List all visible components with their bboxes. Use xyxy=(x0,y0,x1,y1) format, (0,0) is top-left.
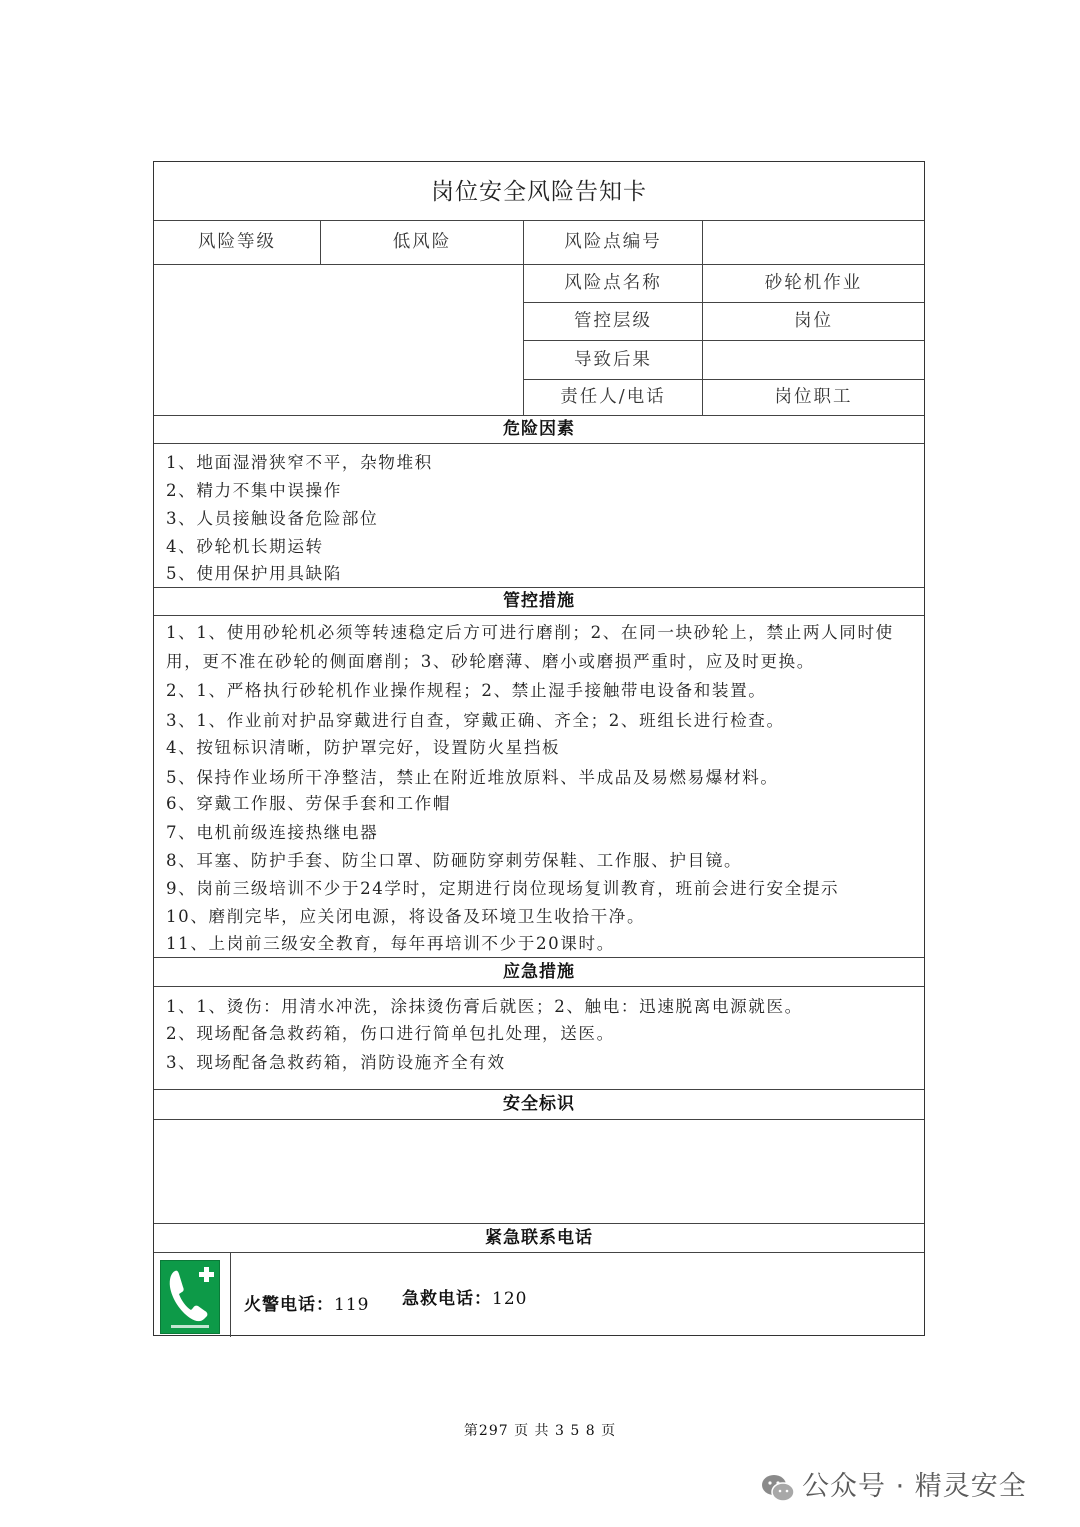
risk-notice-card xyxy=(153,161,925,1336)
control-item: 2、1、严格执行砂轮机作业操作规程；2、禁止湿手接触带电设备和装置。 xyxy=(166,681,767,700)
control-item: 8、耳塞、防护手套、防尘口罩、防砸防穿刺劳保鞋、工作服、护目镜。 xyxy=(166,851,743,870)
control-item: 10、磨削完毕，应关闭电源，将设备及环境卫生收拾干净。 xyxy=(166,907,646,926)
control-item: 6、穿戴工作服、劳保手套和工作帽 xyxy=(166,794,452,813)
divider xyxy=(154,986,924,987)
control-item: 3、1、作业前对护品穿戴进行自查，穿戴正确、齐全；2、班组长进行检查。 xyxy=(166,711,785,730)
control-item: 4、按钮标识清晰，防护罩完好，设置防火星挡板 xyxy=(166,738,561,757)
risk-point-number-label: 风险点编号 xyxy=(564,232,662,252)
risk-level-label: 风险等级 xyxy=(198,232,276,252)
phone-handset-icon xyxy=(161,1261,219,1333)
emergency-item: 1、1、烫伤：用清水冲洗，涂抹烫伤膏后就医；2、触电：迅速脱离电源就医。 xyxy=(166,997,803,1016)
fire-phone-label: 火警电话： xyxy=(244,1295,334,1315)
divider xyxy=(230,1252,231,1337)
watermark xyxy=(760,1464,1027,1504)
risk-point-name-value: 砂轮机作业 xyxy=(764,273,863,293)
hazard-item: 4、砂轮机长期运转 xyxy=(166,537,324,556)
divider xyxy=(320,220,321,265)
safety-signs-heading: 安全标识 xyxy=(503,1094,575,1114)
hazards-heading: 危险因素 xyxy=(503,419,575,439)
emergency-item: 3、现场配备急救药箱，消防设施齐全有效 xyxy=(166,1053,506,1072)
fire-phone-number: 119 xyxy=(334,1295,370,1315)
responsible-value: 岗位职工 xyxy=(774,387,853,407)
control-item: 5、保持作业场所干净整洁，禁止在附近堆放原料、半成品及易燃易爆材料。 xyxy=(166,768,779,787)
consequence-value xyxy=(703,341,924,379)
card-title: 岗位安全风险告知卡 xyxy=(431,179,647,205)
hazard-item: 1、地面湿滑狭窄不平，杂物堆积 xyxy=(166,453,433,472)
responsible-label: 责任人/电话 xyxy=(560,387,666,407)
emergency-phone-icon xyxy=(160,1260,220,1334)
wechat-icon xyxy=(760,1472,796,1504)
ambulance-phone-label: 急救电话： xyxy=(402,1289,492,1309)
safety-signs-area xyxy=(154,1120,924,1223)
watermark-text: 公众号 · 精灵安全 xyxy=(802,1471,1027,1502)
divider xyxy=(154,443,924,444)
consequence-label: 导致后果 xyxy=(574,350,652,370)
risk-point-name-label: 风险点名称 xyxy=(564,273,662,293)
control-item: 11、上岗前三级安全教育，每年再培训不少于20课时。 xyxy=(166,934,615,953)
page-number: 第297 页 共 3 5 8 页 xyxy=(463,1423,617,1439)
divider xyxy=(154,615,924,616)
control-item: 1、1、使用砂轮机必须等转速稳定后方可进行磨削；2、在同一块砂轮上，禁止两人同时使用，更不准在砂轮的侧面磨削；3、砂轮磨薄、磨小或磨损严重时，应及时更换。 xyxy=(166,623,894,671)
divider xyxy=(154,1252,924,1253)
ambulance-phone-number: 120 xyxy=(492,1289,528,1309)
emergency-heading: 应急措施 xyxy=(503,962,575,982)
hazard-item: 3、人员接触设备危险部位 xyxy=(166,509,379,528)
risk-point-number-value xyxy=(703,220,924,265)
controls-heading: 管控措施 xyxy=(503,591,575,611)
control-item: 9、岗前三级培训不少于24学时，定期进行岗位现场复训教育，班前会进行安全提示 xyxy=(166,879,840,898)
risk-level-value: 低风险 xyxy=(392,232,452,252)
hazard-item: 2、精力不集中误操作 xyxy=(166,481,342,500)
emergency-item: 2、现场配备急救药箱，伤口进行简单包扎处理，送医。 xyxy=(166,1024,615,1043)
hazard-item: 5、使用保护用具缺陷 xyxy=(166,564,342,583)
ambulance-phone xyxy=(402,1284,527,1309)
control-item: 7、电机前级连接热继电器 xyxy=(166,823,379,842)
control-level-value: 岗位 xyxy=(794,311,833,331)
control-level-label: 管控层级 xyxy=(574,311,652,331)
fire-phone xyxy=(244,1290,369,1315)
contacts-heading: 紧急联系电话 xyxy=(485,1228,593,1248)
contact-icon-cell xyxy=(154,1253,230,1337)
